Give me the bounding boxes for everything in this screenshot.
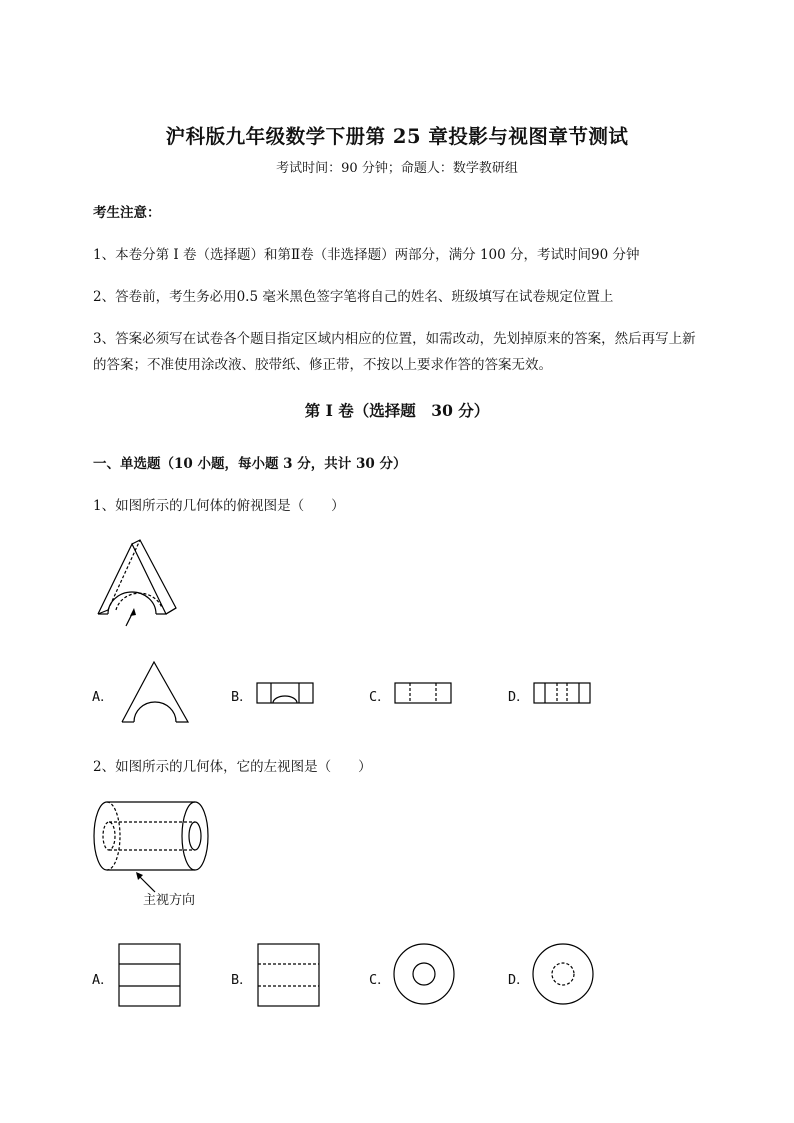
- view-direction-caption: 主视方向: [143, 893, 196, 908]
- doc-title: 沪科版九年级数学下册第 25 章投影与视图章节测试: [165, 125, 629, 148]
- section-title: 第 I 卷（选择题 30 分）: [304, 401, 490, 420]
- notice-item-3: 3、答案必须写在试卷各个题目指定区域内相应的位置，如需改动，先划掉原来的答案，然后再写上新: [93, 331, 696, 347]
- part-heading: 一、单选题（10 小题，每小题 3 分，共计 30 分）: [93, 456, 407, 472]
- question-2-text: 2、如图所示的几何体，它的左视图是（ ）: [93, 759, 372, 775]
- question-2-figure: [93, 800, 213, 880]
- q2-option-c-figure: [393, 943, 457, 1007]
- q1-option-d-label[interactable]: D．: [508, 689, 530, 705]
- q2-option-b-label[interactable]: B．: [231, 972, 253, 988]
- notice-item-1: 1、本卷分第 I 卷（选择题）和第Ⅱ卷（非选择题）两部分，满分 100 分，考试时间90 分钟: [93, 247, 640, 263]
- q1-option-b-figure: [256, 681, 314, 705]
- q2-option-d-label[interactable]: D．: [508, 972, 530, 988]
- q1-option-a-label[interactable]: A．: [92, 689, 114, 705]
- q2-option-c-label[interactable]: C．: [369, 972, 391, 988]
- q2-option-d-figure: [532, 943, 596, 1007]
- q2-option-a-label[interactable]: A．: [92, 972, 114, 988]
- q1-option-a-figure: [120, 660, 190, 724]
- q1-option-c-label[interactable]: C．: [369, 689, 391, 705]
- q1-option-c-figure: [394, 681, 452, 705]
- notice-item-2: 2、答卷前，考生务必用0.5 毫米黑色签字笔将自己的姓名、班级填写在试卷规定位置上: [93, 289, 614, 305]
- q1-option-b-label[interactable]: B．: [231, 689, 253, 705]
- notice-heading: 考生注意：: [93, 205, 161, 221]
- q1-option-d-figure: [533, 681, 591, 705]
- notice-item-3-cont: 的答案；不准使用涂改液、胶带纸、修正带，不按以上要求作答的答案无效。: [93, 357, 552, 373]
- q2-option-b-figure: [257, 943, 321, 1009]
- q2-option-a-figure: [118, 943, 182, 1009]
- question-1-text: 1、如图所示的几何体的俯视图是（ ）: [93, 498, 345, 514]
- question-1-figure: [96, 538, 196, 628]
- doc-subtitle: 考试时间：90 分钟；命题人：数学教研组: [276, 161, 518, 176]
